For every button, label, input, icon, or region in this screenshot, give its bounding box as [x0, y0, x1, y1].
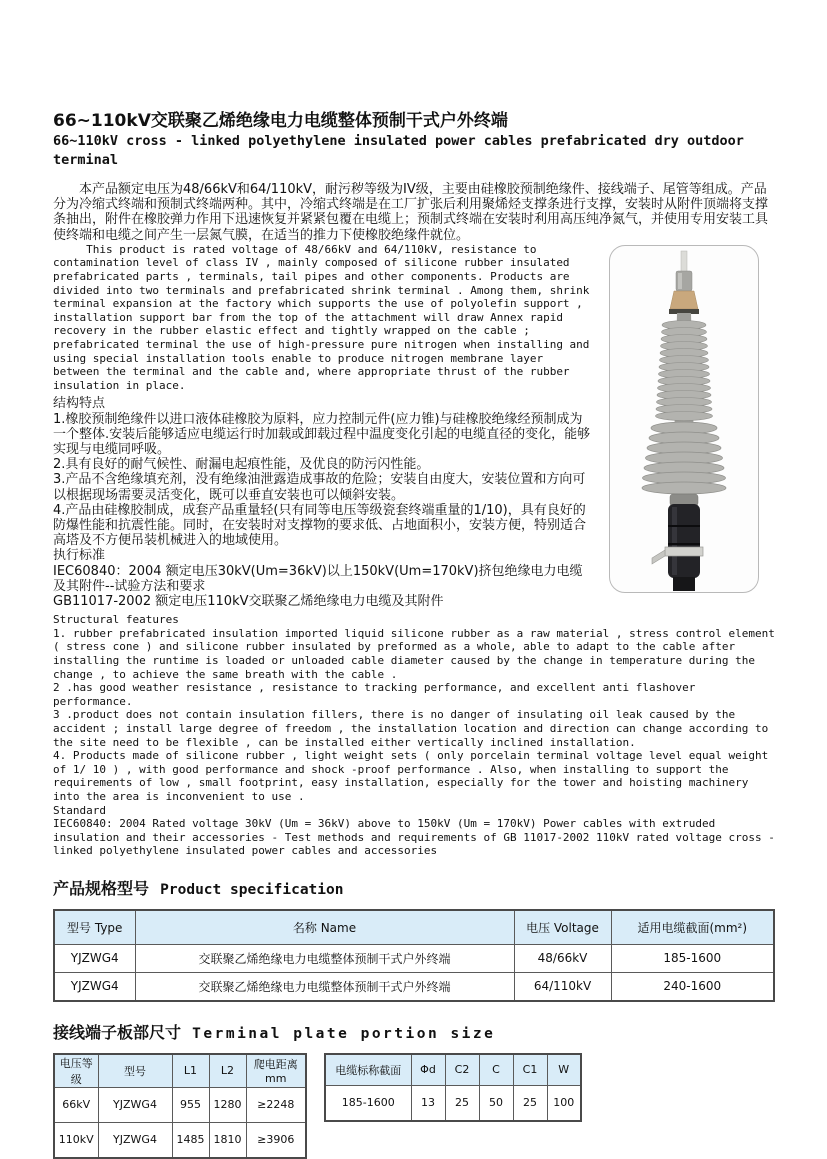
table-row	[54, 1122, 306, 1158]
spec-cell: 64/110kV	[514, 972, 611, 1001]
spec-cell: 交联聚乙烯绝缘电力电缆整体预制干式户外终端	[135, 972, 514, 1001]
features-zh-item: 3.产品不含绝缘填充剂，没有绝缘油泄露造成事故的危险；安装自由度大，安装位置和方向可以根据现场需要灵活变化，既可以垂直安装也可以倾斜安装。	[53, 472, 586, 503]
terminal-section-heading	[53, 1020, 775, 1043]
intro-and-photo-region	[53, 243, 775, 609]
plate-cell: 25	[445, 1085, 479, 1121]
size-cell: 955	[172, 1087, 209, 1122]
product-spec-table	[53, 909, 775, 1002]
table-row	[54, 972, 774, 1001]
table-row	[54, 1087, 306, 1122]
product-photo	[609, 245, 759, 593]
size-cell: ≥2248	[246, 1087, 306, 1122]
spec-cell: 240-1600	[611, 972, 774, 1001]
intro-paragraph-en: This product is rated voltage of 48/66kV and 64/110kV, resistance to contamination level of class IV , mainly composed of silicone rubber insulated prefabricated parts , terminals, tail pipes and other components. Products are divided into two terminals and prefabricated shrink terminal . Among them, shrink terminal expansion at the factory which supports the use of polyolefin support , installation support bar from the top of the attachment will draw Annex rapid recovery in the rubber elastic effect and tightly wrapped on the cable ; prefabricated terminal the use of high-pressure pure nitrogen when installing and using special installation tools enable to produce nitrogen membrane layer between the terminal and the cable and, where appropriate thrust of the rubber insulation in place.	[53, 242, 590, 392]
standards-zh-item: IEC60840：2004 额定电压30kV(Um=36kV)以上150kV(Um=170kV)挤包绝缘电力电缆及其附件--试验方法和要求	[53, 563, 583, 594]
spec-col-voltage: 电压 Voltage	[514, 910, 611, 945]
terminal-plate-table	[324, 1053, 582, 1122]
plate-col-w: W	[547, 1054, 581, 1086]
features-zh-item: 1.橡胶预制绝缘件以进口液体硅橡胶为原料，应力控制元件(应力锥)与硅橡胶绝缘经预制成为一个整体.安装后能够适应电缆运行时加载或卸载过程中温度变化引起的电缆直径的变化，能够实现与电缆同呼吸。	[53, 411, 591, 457]
size-cell: 66kV	[54, 1087, 98, 1122]
features-en-heading: Structural features	[53, 613, 179, 627]
terminal-tables-region	[53, 1053, 775, 1159]
features-en-section	[53, 613, 775, 858]
size-header-row	[54, 1054, 306, 1088]
plate-col-section: 电缆标称截面	[325, 1054, 411, 1086]
features-zh-item: 4.产品由硅橡胶制成，成套产品重量轻(只有同等电压等级瓷套终端重量的1/10)，具有良好的防爆性能和抗震性能。同时，在安装时对支撑物的要求低、占地面积小，安装方便，特别适合高塔及不方便吊装机械进入的地域使用。	[53, 502, 587, 549]
cable-terminal-illustration	[611, 247, 757, 591]
plate-col-c1: C1	[513, 1054, 547, 1086]
spec-heading-en: Product specification	[160, 881, 344, 898]
standards-zh-item: GB11017-2002 额定电压110kV交联聚乙烯绝缘电力电缆及其附件	[53, 593, 444, 609]
plate-cell: 50	[479, 1085, 513, 1121]
table-row	[54, 944, 774, 972]
plate-col-phid: Φd	[411, 1054, 445, 1086]
spec-col-type: 型号 Type	[54, 910, 135, 945]
size-col-l2: L2	[209, 1054, 246, 1088]
table-row	[325, 1085, 581, 1121]
size-col-creepage: 爬电距离mm	[246, 1054, 306, 1088]
features-en-item: 2 .has good weather resistance , resistance to tracking performance, and excellent anti flashover performance.	[53, 681, 696, 708]
features-en-item: 1. rubber prefabricated insulation imported liquid silicone rubber as a raw material , stress control element ( stress cone ) and silicone rubber insulated by preformed as a whole, able to adapt to the cable after installing the runtime is loaded or unloaded cable diameter caused by the change in temperature during the change , to achieve the same breath with the cable .	[53, 626, 775, 681]
standards-zh-heading: 执行标准	[53, 548, 106, 564]
plate-cell: 25	[513, 1085, 547, 1121]
features-zh-item: 2.具有良好的耐气候性、耐漏电起痕性能，及优良的防污闪性能。	[53, 457, 430, 473]
terminal-heading-zh: 接线端子板部尺寸	[53, 1022, 182, 1042]
spec-col-section: 适用电缆截面(mm²)	[611, 910, 774, 945]
spec-header-row	[54, 910, 774, 945]
page-title-zh: 66~110kV交联聚乙烯绝缘电力电缆整体预制干式户外终端	[53, 111, 508, 131]
spec-cell: YJZWG4	[54, 972, 135, 1001]
intro-paragraph-zh: 本产品额定电压为48/66kV和64/110kV，耐污秽等级为IV级，主要由硅橡胶预制绝缘件、接线端子、尾管等组成。产品分为冷缩式终端和预制式终端两种。其中，冷缩式终端是在工厂扩张后利用聚烯烃支撑条进行支撑，安装时从附件顶端将支撑条抽出，附件在橡胶弹力作用下迅速恢复并紧紧包覆在电缆上；预制式终端在安装时利用高压纯净氮气，并使用专用安装工具使终端和电缆之间产生一层氮气膜，在适当的推力下使橡胶绝缘件就位。	[53, 182, 769, 243]
spec-col-name: 名称 Name	[135, 910, 514, 945]
size-cell: 110kV	[54, 1122, 98, 1158]
size-cell: ≥3906	[246, 1122, 306, 1158]
features-zh-heading: 结构特点	[53, 396, 106, 412]
plate-cell: 185-1600	[325, 1085, 411, 1121]
spec-cell: 48/66kV	[514, 944, 611, 972]
standard-en-heading: Standard	[53, 803, 106, 817]
spec-cell: 交联聚乙烯绝缘电力电缆整体预制干式户外终端	[135, 944, 514, 972]
plate-cell: 100	[547, 1085, 581, 1121]
size-cell: 1485	[172, 1122, 209, 1158]
size-col-l1: L1	[172, 1054, 209, 1088]
plate-header-row	[325, 1054, 581, 1086]
size-cell: 1810	[209, 1122, 246, 1158]
size-col-voltage-class: 电压等级	[54, 1054, 98, 1088]
spec-section-heading	[53, 876, 775, 899]
spec-cell: YJZWG4	[54, 944, 135, 972]
features-en-item: 4. Products made of silicone rubber , light weight sets ( only porcelain terminal voltage level equal weight of 1/ 10 ) , with good performance and shock -proof performance . Also, when installing to support the requirements of low , small footprint, easy installation, especially for the tower and hoisting machinery into the area is inconvenient to use .	[53, 749, 769, 803]
spec-heading-zh: 产品规格型号	[53, 878, 150, 898]
features-en-item: 3 .product does not contain insulation fillers, there is no danger of insulating oil leak caused by the accident ; install large degree of freedom , the installation location and direction can change according to the site need to be flexible , can be installed either vertically inclined installation.	[53, 708, 769, 749]
standard-en-text: IEC60840: 2004 Rated voltage 30kV (Um = 36kV) above to 150kV (Um = 170kV) Power cables with extruded insulation and their accessories - Test methods and requirements of GB 11017-2002 110kV rated voltage cross - linked polyethylene insulated power cables and accessories	[53, 817, 775, 858]
spec-cell: 185-1600	[611, 944, 774, 972]
size-cell: YJZWG4	[98, 1087, 172, 1122]
page-title-en: 66~110kV cross - linked polyethylene insulated power cables prefabricated dry outdoor terminal	[53, 133, 744, 168]
plate-col-c2: C2	[445, 1054, 479, 1086]
size-cell: 1280	[209, 1087, 246, 1122]
plate-cell: 13	[411, 1085, 445, 1121]
size-cell: YJZWG4	[98, 1122, 172, 1158]
terminal-heading-en: Terminal plate portion size	[192, 1025, 496, 1042]
size-col-model: 型号	[98, 1054, 172, 1088]
terminal-size-table	[53, 1053, 307, 1159]
plate-col-c: C	[479, 1054, 513, 1086]
